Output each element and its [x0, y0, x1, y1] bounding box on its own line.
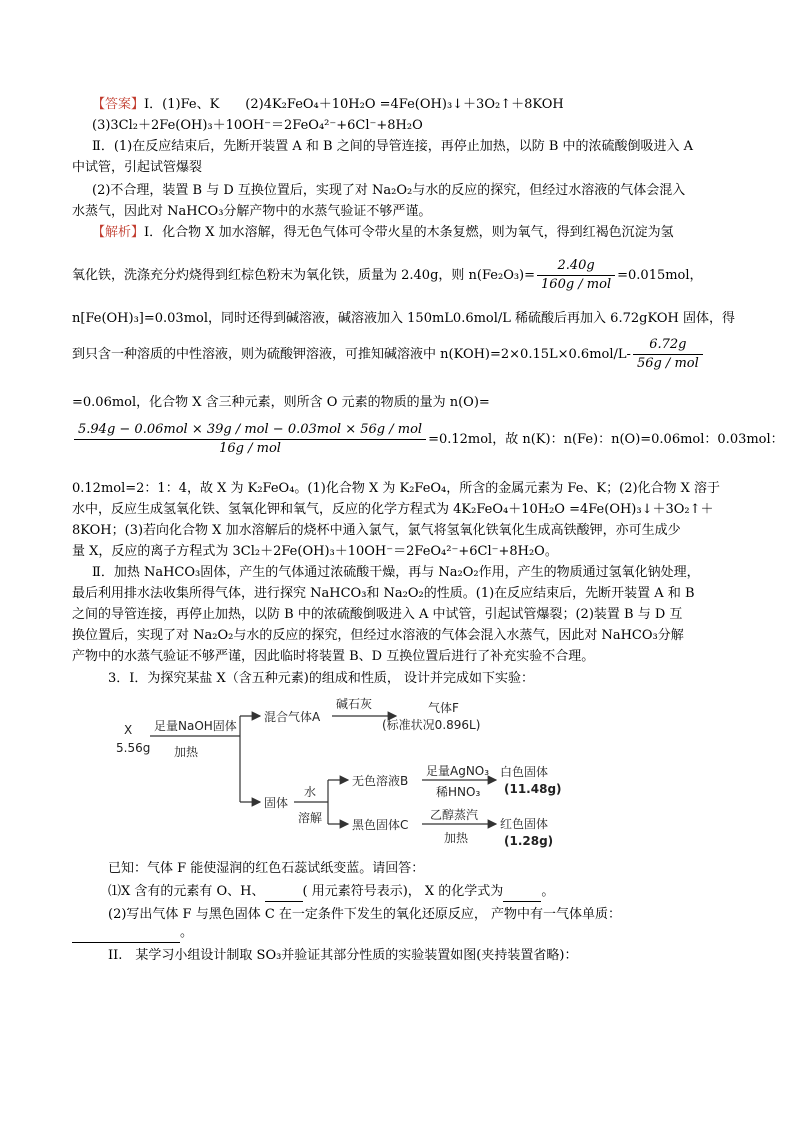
flow-solid: 固体 [264, 796, 289, 810]
analysis-tag: 【解析】 [92, 225, 145, 240]
analysis-line-1 [92, 224, 674, 242]
analysis-line-6 [72, 420, 784, 460]
flow-soda-lime: 碱石灰 [336, 697, 373, 711]
analysis-line-14: 换位置后，实现了对 Na₂O₂与水的反应的探究，但经过水溶液的气体会混入水蒸气，因此对 NaHCO₃分解 [72, 628, 684, 643]
flow-solution-b: 无色溶液B [352, 774, 409, 788]
flow-agno3: 足量AgNO₃ [426, 764, 490, 778]
analysis-line-5: =0.06mol，化合物 X 含三种元素，则所含 O 元素的物质的量为 n(O)= [72, 395, 490, 410]
fraction-koh-denominator: 56g / mol [636, 356, 699, 371]
question-1-line [108, 883, 554, 902]
analysis-line-8: 水中，反应生成氢氧化铁、氢氧化钾和氧气，反应的化学方程式为 4K₂FeO₄＋10H₂O =4Fe(OH)₃↓＋3O₂↑＋ [72, 502, 714, 517]
answer-tag: 【答案】 [92, 97, 145, 112]
analysis-text-2b: =0.015mol， [617, 268, 703, 283]
fraction-oxygen-numerator: 5.94g − 0.06mol × 39g / mol − 0.03mol × 56g / mol [74, 421, 426, 440]
question-3-title: 3．I．为探究某盐 X（含五种元素)的组成和性质， 设计并完成如下实验： [108, 671, 534, 686]
analysis-line-15: 产物中的水蒸气验证不够严谨，因此临时将装置 B、D 互换位置后进行了补充实验不合理。 [72, 649, 595, 664]
fraction-oxygen [74, 421, 426, 458]
analysis-line-9: 8KOH；(3)若向化合物 X 加水溶解后的烧杯中通入氯气，氯气将氢氧化铁氧化生成高铁酸钾，亦可生成少 [72, 523, 681, 538]
flow-x-mass: 5.56g [116, 741, 151, 755]
flow-red-solid: 红色固体 [500, 817, 549, 831]
flow-gas-f: 气体F [428, 701, 459, 715]
question-1-text-a: ⑴X 含有的元素有 O、H、 [108, 884, 265, 899]
flow-heat-2: 加热 [444, 831, 469, 845]
analysis-line-3: n[Fe(OH)₃]=0.03mol，同时还得到碱溶液，碱溶液加入 150mL0.6mol/L 稀硫酸后再加入 6.72gKOH 固体，得 [72, 311, 735, 326]
analysis-text-4a: 到只含一种溶质的中性溶液，则为硫酸钾溶液，可推知碱溶液中 n(KOH)=2×0.15L×0.6mol/L- [72, 347, 631, 362]
fraction-fe2o3 [537, 257, 615, 294]
flow-water: 水 [304, 785, 317, 799]
part-ii-intro: II. 某学习小组设计制取 SO₃并验证其部分性质的实验装置如图(夹持装置省略)： [108, 948, 578, 963]
flow-dissolve: 溶解 [298, 811, 323, 825]
analysis-text-1: Ⅰ．化合物 X 加水溶解，得无色气体可令带火星的木条复燃，则为氧气，得到红褐色沉淀为氢 [144, 225, 674, 240]
answer-line-5: (2)不合理，装置 B 与 D 互换位置后，实现了对 Na₂O₂与水的反应的探究，但经过水溶液的气体会混入 [92, 183, 686, 198]
fraction-fe2o3-numerator: 2.40g [537, 257, 615, 276]
flow-white-solid: 白色固体 [500, 765, 549, 779]
flow-solid-c: 黑色固体C [352, 818, 409, 832]
answer-line-2: (3)3Cl₂＋2Fe(OH)₃＋10OH⁻＝2FeO₄²⁻+6Cl⁻+8H₂O [92, 118, 423, 133]
fraction-koh-numerator: 6.72g [633, 336, 703, 355]
fraction-oxygen-denominator: 16g / mol [219, 441, 281, 456]
analysis-text-2a: 氧化铁，洗涤充分灼烧得到红棕色粉末为氧化铁，质量为 2.40g，则 n(Fe₂O₃)= [72, 268, 536, 283]
analysis-line-12: 最后利用排水法收集所得气体，进行探究 NaHCO₃和 Na₂O₂的性质。(1)在反应结束后，先断开装置 A 和 B [72, 586, 695, 601]
flow-red-mass: (1.28g) [504, 834, 554, 848]
flow-gas-f-condition: (标准状况0.896L) [382, 718, 481, 732]
answer-blank-reaction[interactable] [72, 924, 180, 943]
question-1-text-c: 。 [541, 884, 555, 899]
flow-hno3: 稀HNO₃ [436, 785, 481, 799]
flow-naoh-label: 足量NaOH固体 [154, 719, 237, 733]
question-1-text-b: ( 用元素符号表示)， X 的化学式为 [302, 884, 504, 899]
flow-heat-label: 加热 [174, 745, 199, 759]
question-2-end: 。 [180, 925, 194, 940]
answer-blank-formula[interactable] [503, 883, 541, 902]
answer-line-4: 中试管，引起试管爆裂 [72, 160, 203, 175]
experiment-flowchart [110, 696, 590, 856]
question-2-line: (2)写出气体 F 与黑色固体 C 在一定条件下发生的氧化还原反应， 产物中有一气体单质： [108, 907, 622, 922]
answer-blank-elements[interactable] [265, 883, 303, 902]
answer-text-1: Ⅰ．(1)Fe、K (2)4K₂FeO₄＋10H₂O =4Fe(OH)₃↓＋3O₂↑＋8KOH [144, 97, 564, 112]
analysis-line-7: 0.12mol=2：1：4，故 X 为 K₂FeO₄。(1)化合物 X 为 K₂FeO₄，所含的金属元素为 Fe、K；(2)化合物 X 溶于 [72, 481, 721, 496]
flow-gas-a: 混合气体A [264, 710, 321, 724]
answer-line-3: Ⅱ．(1)在反应结束后，先断开装置 A 和 B 之间的导管连接，再停止加热，以防 B 中的浓硫酸倒吸进入 A [92, 139, 694, 154]
fraction-fe2o3-denominator: 160g / mol [541, 277, 612, 292]
analysis-line-13: 之间的导管连接，再停止加热，以防 B 中的浓硫酸倒吸进入 A 中试管，引起试管爆裂；(2)装置 B 与 D 互 [72, 607, 683, 622]
answer-line-1 [92, 96, 564, 114]
analysis-text-6b: =0.12mol，故 n(K)：n(Fe)：n(O)=0.06mol：0.03mol： [428, 432, 784, 447]
analysis-line-4 [72, 335, 705, 375]
known-text: 已知：气体 F 能使湿润的红色石蕊试纸变蓝。请回答： [108, 861, 425, 876]
fraction-koh [633, 336, 703, 373]
answer-line-6: 水蒸气，因此对 NaHCO₃分解产物中的水蒸气验证不够严谨。 [72, 204, 432, 219]
flow-ethanol: 乙醇蒸汽 [430, 808, 479, 822]
analysis-line-10: 量 X，反应的离子方程式为 3Cl₂＋2Fe(OH)₃＋10OH⁻＝2FeO₄²⁻+6Cl⁻+8H₂O。 [72, 544, 558, 559]
analysis-line-2 [72, 256, 703, 296]
flow-white-mass: (11.48g) [504, 782, 562, 796]
analysis-line-11: Ⅱ．加热 NaHCO₃固体，产生的气体通过浓硫酸干燥，再与 Na₂O₂作用，产生的物质通过氢氧化钠处理， [92, 565, 700, 580]
question-2-answer-line [72, 924, 193, 943]
flow-x-label: X [124, 723, 133, 737]
